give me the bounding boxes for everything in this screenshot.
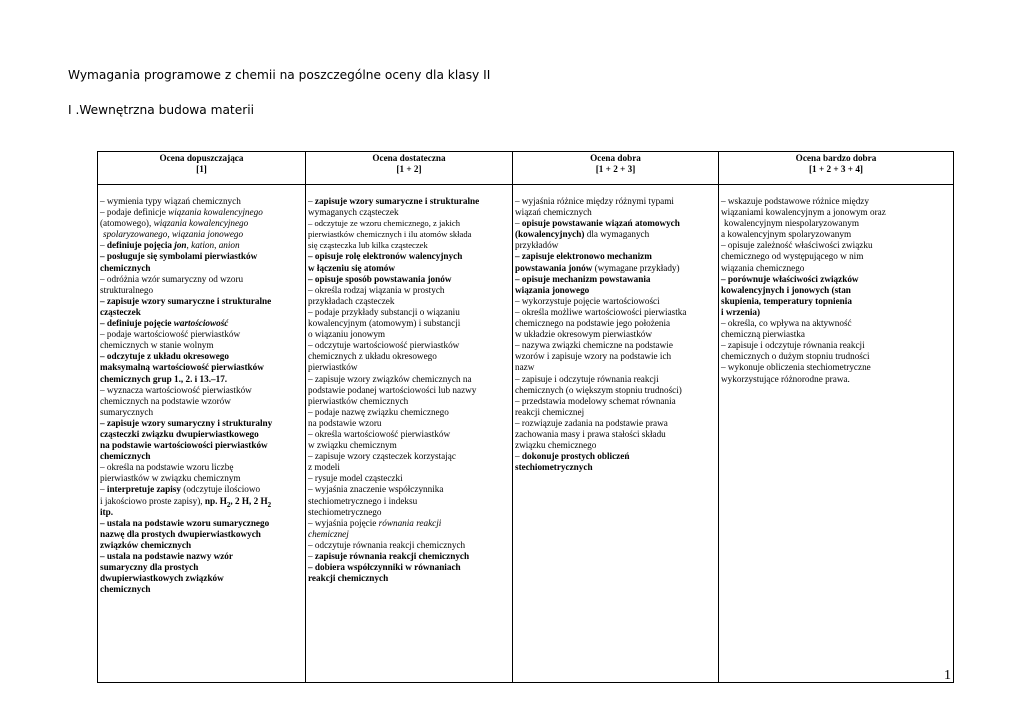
list-item: spolaryzowanego, wiązania jonowego [103, 229, 244, 240]
list-item: związku chemicznego [515, 440, 597, 451]
list-item: – wyjaśnia różnice między różnymi typami [515, 196, 674, 206]
header-bardzo-dobra [719, 152, 954, 185]
list-item: – ustala na podstawie nazwy wzór [100, 551, 233, 561]
text: definiuje pojęcia [106, 240, 175, 251]
list-item: chemicznych grup 1., 2. i 13.–17. [100, 373, 228, 384]
column-bardzo-dobra [719, 185, 954, 683]
list-item: stechiometrycznych [515, 462, 593, 473]
list-item: sumaryczny dla prostych [100, 562, 199, 573]
list-item: wiązań chemicznych [515, 207, 592, 218]
text: – [100, 484, 107, 495]
column-dopuszczajaca [98, 185, 306, 683]
header-dostateczna [306, 152, 513, 185]
text: (atomowego), [100, 218, 154, 229]
list-item: – określa, co wpływa na aktywność [721, 318, 852, 329]
text: – wyjaśnia pojęcie [308, 517, 379, 528]
list-item: chemicznych [100, 584, 151, 595]
list-item: – ustala na podstawie wzoru sumarycznego [100, 517, 270, 528]
list-item: – odczytuje wartościowość pierwiastków [308, 340, 460, 351]
list-item: wykorzystujące różnorodne prawa. [721, 373, 850, 384]
document-title: Wymagania programowe z chemii na poszczególne oceny dla klasy II [68, 68, 491, 82]
list-item: – wykorzystuje pojęcie wartościowości [515, 295, 660, 306]
text: , [186, 240, 192, 251]
list-item: wzorów i zapisuje wzory na podstawie ich [515, 351, 672, 362]
text: – [515, 218, 522, 229]
text: (odczytuje ilościowo [180, 484, 261, 495]
text: – [515, 451, 522, 462]
list-item: skupienia, temperatury topnienia [721, 295, 852, 306]
list-item: – dobiera współczynniki w równaniach [308, 562, 461, 573]
content-row [98, 185, 954, 683]
column-dobra [513, 185, 719, 683]
list-item [515, 229, 716, 240]
list-item: – zapisuje i odczytuje równania reakcji [515, 373, 659, 384]
list-item: – opisuje zależność właściwości związku [721, 240, 873, 251]
header-range: [1 + 2 + 3 + 4] [809, 164, 863, 175]
list-item [100, 218, 303, 229]
text: (wymagane przykłady) [592, 262, 680, 273]
list-item [308, 196, 510, 207]
text: – [308, 551, 315, 561]
header-name: Ocena dobra [590, 153, 641, 163]
list-item [515, 263, 716, 274]
list-item: – określa na podstawie wzoru liczbę [100, 462, 234, 473]
list-item: reakcji chemicznej [515, 406, 585, 417]
list-item: chemicznych o dużym stopniu trudności [721, 351, 870, 362]
header-range: [1] [196, 164, 207, 175]
text: anion [218, 240, 240, 251]
list-item: – opisuje sposób powstawania jonów [308, 273, 452, 284]
list-item: – podaje nazwę związku chemicznego [308, 406, 449, 417]
text: kation [191, 240, 215, 251]
text: wiązania kowalencyjnego [168, 207, 263, 218]
list-item: chemicznych w stanie wolnym [100, 340, 214, 351]
list-item: o wiązaniu jonowym [308, 329, 386, 340]
list-item: – odczytuje ze wzoru chemicznego, z jakich [308, 218, 460, 229]
list-item: – wykonuje obliczenia stechiometryczne [721, 362, 871, 373]
list-item: chemicznych (o większym stopniu trudności) [515, 384, 682, 395]
list-item [515, 218, 716, 229]
section-title: I .Wewnętrzna budowa materii [68, 103, 254, 117]
column-dostateczna [306, 185, 513, 683]
list-item: kowalencyjnym (atomowym) i substancji [308, 318, 461, 329]
list-item [100, 207, 303, 218]
list-item: chemicznych [100, 262, 151, 273]
list-item: wiązania chemicznego [721, 262, 805, 273]
text: (kowalencyjnych) [515, 229, 585, 240]
list-item: dwupierwiastkowych związków [100, 573, 224, 584]
list-item: – posługuje się symbolami pierwiastków [100, 251, 258, 262]
list-item: pierwiastków chemicznych i ilu atomów składa [308, 229, 472, 240]
text: – [308, 196, 315, 206]
text: dla wymaganych [584, 229, 650, 240]
list-item: w układzie okresowym pierwiastków [515, 329, 653, 340]
text: – definiuje pojęcie [100, 318, 174, 329]
list-item: – określa rodzaj wiązania w prostych [308, 284, 445, 295]
list-item: – wyjaśnia znaczenie współczynnika [308, 484, 444, 495]
list-item: reakcji chemicznych [308, 573, 389, 584]
list-item: nazwę dla prostych dwupierwiastkowych [100, 528, 261, 539]
list-item: na podstawie wartościowości pierwiastków [100, 440, 268, 451]
page-number: 1 [944, 668, 951, 683]
list-item: – porównuje właściwości związków [721, 273, 859, 284]
list-item: – przedstawia modelowy schemat równania [515, 395, 676, 406]
list-item: związków chemicznych [100, 539, 192, 550]
text: – podaje definicje [100, 207, 169, 218]
list-item: – wskazuje podstawowe różnice między [721, 196, 869, 206]
list-item: i wrzenia) [721, 306, 761, 317]
text: dokonuje prostych obliczeń [521, 451, 630, 462]
header-dobra [513, 152, 719, 185]
list-item: – zapisuje elektronowo mechanizm [515, 251, 652, 262]
subscript: 2 [226, 500, 231, 509]
list-item: – określa wartościowość pierwiastków [308, 428, 451, 439]
list-item: – określa możliwe wartościowości pierwiastka [515, 306, 687, 317]
list-item [100, 240, 303, 251]
text: wartościowość [173, 318, 229, 329]
list-item: przykładach cząsteczek [308, 295, 395, 306]
list-item: – zapisuje wzory sumaryczne i strukturalne [100, 295, 272, 306]
subscript: 2 [267, 500, 272, 509]
header-name: Ocena bardzo dobra [795, 153, 877, 163]
list-item: – zapisuje wzory cząsteczek korzystając [308, 451, 456, 462]
list-item: – opisuje mechanizm powstawania [515, 273, 651, 284]
list-item: – odróżnia wzór sumaryczny od wzoru [100, 273, 244, 284]
list-item: maksymalną wartościowość pierwiastków [100, 362, 264, 373]
text: interpretuje zapisy [106, 484, 181, 495]
list-item: – podaje przykłady substancji o wiązaniu [308, 306, 460, 317]
list-item: – nazywa związki chemiczne na podstawie [515, 340, 673, 351]
list-item: chemiczną pierwiastka [721, 329, 805, 340]
list-item: chemicznej [308, 528, 349, 539]
list-item: cząsteczek [100, 306, 141, 317]
list-item: chemicznych na podstawie wzorów [100, 395, 231, 406]
list-item: – rozwiązuje zadania na podstawie prawa [515, 417, 668, 428]
list-item: – odczytuje z układu okresowego [100, 351, 229, 362]
list-item: – opisuje rolę elektronów walencyjnych [308, 251, 463, 262]
list-item: pierwiastków [308, 362, 358, 373]
text: , [214, 240, 219, 251]
list-item: – wyznacza wartościowość pierwiastków [100, 384, 252, 395]
list-item [100, 484, 303, 495]
list-item: z modeli [308, 462, 340, 473]
text: powstawania jonów [515, 262, 593, 273]
text: zapisuje równania reakcji chemicznych [314, 551, 470, 561]
text: wiązania kowalencyjnego [153, 218, 249, 229]
text: – [100, 240, 107, 251]
list-item: stechiometrycznego i indeksu [308, 495, 418, 506]
text: równania reakcji [378, 517, 442, 528]
list-item: – zapisuje wzory związków chemicznych na [308, 373, 472, 384]
list-item: na podstawie wzoru [308, 417, 382, 428]
list-item: cząsteczki związku dwupierwiastkowego [100, 428, 259, 439]
list-item: – zapisuje i odczytuje równania reakcji [721, 340, 865, 351]
list-item: wymaganych cząsteczek [308, 207, 399, 218]
header-range: [1 + 2] [396, 164, 422, 175]
list-item: się cząsteczka lub kilka cząsteczek [308, 240, 428, 251]
list-item [308, 551, 510, 562]
list-item: w łączeniu się atomów [308, 262, 396, 273]
list-item: – wymienia typy wiązań chemicznych [100, 196, 241, 206]
list-item: wiązania jonowego [515, 284, 590, 295]
list-item: – rysuje model cząsteczki [308, 473, 403, 484]
list-item [100, 318, 303, 329]
header-name: Ocena dostateczna [372, 153, 446, 163]
list-item: kowalencyjnych i jonowych (stan [721, 284, 851, 295]
list-item: kowalencyjnym niespolaryzowanym [724, 218, 859, 229]
header-range: [1 + 2 + 3] [595, 164, 636, 175]
text: zapisuje wzory sumaryczne i strukturalne [314, 196, 480, 206]
list-item: nazw [515, 362, 535, 373]
list-item: pierwiastków chemicznych [308, 395, 409, 406]
text: , 2 H, 2 H [230, 495, 268, 506]
header-dopuszczajaca [98, 152, 306, 185]
header-name: Ocena dopuszczająca [159, 153, 244, 163]
list-item: w związku chemicznym [308, 440, 397, 451]
list-item: itp. [100, 506, 114, 517]
header-row [98, 152, 954, 185]
requirements-table [97, 151, 954, 683]
text: np. H [204, 495, 227, 506]
list-item [515, 451, 716, 462]
list-item [308, 518, 510, 529]
list-item: – zapisuje wzory sumaryczny i strukturalny [100, 417, 273, 428]
list-item: chemicznego od występującego w nim [721, 251, 864, 262]
list-item: stechiometrycznego [308, 506, 382, 517]
list-item: wiązaniami kowalencyjnym a jonowym oraz [721, 207, 886, 218]
text: opisuje powstawanie wiązań atomowych [521, 218, 680, 229]
list-item: chemicznego na podstawie jego położenia [515, 318, 671, 329]
list-item: chemicznych [100, 451, 151, 462]
text: i jakościowo proste zapisy), [100, 495, 205, 506]
list-item: zachowania masy i prawa stałości składu [515, 428, 666, 439]
list-item: – odczytuje równania reakcji chemicznych [308, 539, 466, 550]
list-item: sumarycznych [100, 406, 154, 417]
list-item: podstawie podanej wartościowości lub nazwy [308, 384, 477, 395]
list-item: strukturalnego [100, 284, 154, 295]
text: jon [174, 240, 187, 251]
list-item: chemicznych z układu okresowego [308, 351, 437, 362]
list-item: pierwiastków w związku chemicznym [100, 473, 241, 484]
list-item: przykładów [515, 240, 559, 251]
list-item: – podaje wartościowość pierwiastków [100, 329, 241, 340]
list-item: a kowalencyjnym spolaryzowanym [721, 229, 852, 240]
list-item [100, 496, 303, 507]
